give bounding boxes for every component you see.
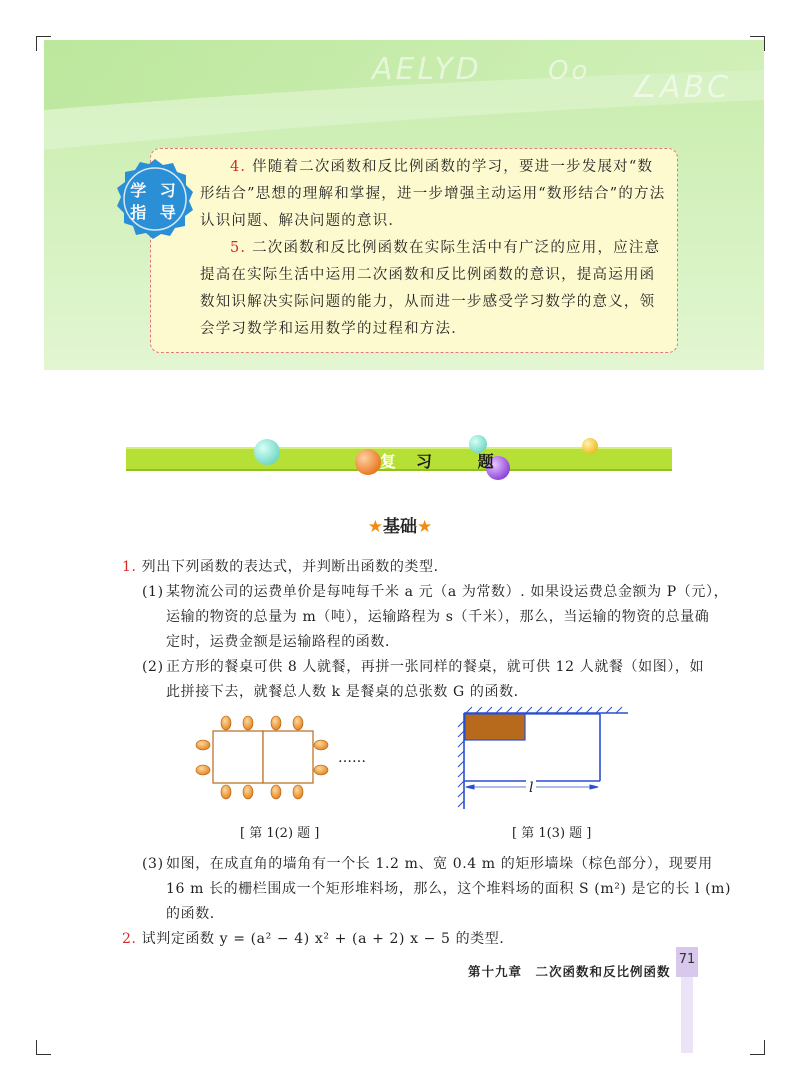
q1-part1-line1: 某物流公司的运费单价是每吨每千米 a 元（a 为常数）. 如果设运费总金额为 P（元），	[166, 584, 729, 600]
chapter-footer: 第十九章 二次函数和反比例函数	[468, 964, 671, 979]
q1-part2-line2: 此拼接下去，就餐总人数 k 是餐桌的总张数 G 的函数．	[166, 684, 529, 700]
q1-part2-line1: 正方形的餐桌可供 8 人就餐，再拼一张同样的餐桌，就可供 12 人就餐（如图），如	[166, 659, 705, 675]
wall-hatch-left	[458, 721, 464, 807]
crop-mark-bottom-right	[750, 1040, 765, 1055]
guide-item-4-number: 4.	[230, 159, 247, 175]
star-icon: ★	[367, 517, 383, 537]
q1-part3-line1: 如图，在成直角的墙角有一个长 1.2 m、宽 0.4 m 的矩形墙垛（棕色部分），现要用	[166, 856, 713, 872]
dimension-label-l: l	[526, 780, 536, 796]
question-1-number: 1.	[122, 559, 137, 575]
table-2	[263, 731, 313, 783]
star-icon: ★	[417, 517, 433, 537]
figure-dining-tables	[188, 712, 338, 804]
ellipsis-dots: ……	[338, 750, 366, 766]
header-watermark-3: ∠ABC	[630, 70, 731, 105]
caption-figure-1-2: [ 第 1(2) 题 ]	[240, 826, 320, 841]
question-1-stem	[122, 555, 448, 580]
section-heading-basic	[0, 512, 800, 537]
q1-part3-line3: 的函数．	[166, 906, 225, 922]
q1-part1-line2: 运输的物资的总量为 m（吨），运输路程为 s（千米），那么，当运输的物资的总量确	[166, 609, 710, 625]
wall-hatch-top	[466, 707, 622, 713]
caption-figure-1-3: [ 第 1(3) 题 ]	[512, 826, 592, 841]
question-2-number: 2.	[122, 931, 137, 947]
header-watermark-1: AELYD	[372, 52, 482, 87]
q1-part3-label: (3)	[142, 856, 164, 872]
guide-item-4-text: 伴随着二次函数和反比例函数的学习，要进一步发展对“数形结合”思想的理解和掌握，进一步增强主动运用“数形结合”的方法认识问题、解决问题的意识．	[200, 159, 666, 229]
section-heading-text: 基础	[383, 517, 417, 537]
banner-title-first-char: 复	[380, 452, 417, 471]
page-number: 71	[678, 952, 696, 967]
figure-wall-corner	[450, 705, 632, 813]
q1-part3-line2: 16 m 长的栅栏围成一个矩形堆料场，那么，这个堆料场的面积 S (m²) 是它的长 l (m)	[166, 881, 732, 897]
q1-part1-label: (1)	[142, 584, 164, 600]
question-2-text: 试判定函数 y = (a² − 4) x² + (a + 2) x − 5 的类型．	[141, 931, 514, 947]
study-guide-text	[200, 154, 668, 343]
guide-item-5	[200, 235, 668, 343]
table-1	[213, 731, 263, 783]
crop-mark-bottom-left	[36, 1040, 51, 1055]
page-edge-strip	[681, 977, 693, 1053]
question-1-stem-text: 列出下列函数的表达式，并判断出函数的类型．	[141, 559, 449, 575]
banner-title-rest: 习 题	[416, 452, 514, 471]
badge-label-line2: 指 导	[130, 203, 180, 222]
badge-label-line1: 学 习	[130, 181, 180, 200]
guide-item-5-number: 5.	[230, 240, 247, 256]
q1-part1-line3: 定时，运费金额是运输路程的函数．	[166, 634, 400, 650]
question-2	[122, 927, 514, 952]
guide-item-4	[200, 154, 668, 235]
arrow-left-icon	[466, 785, 474, 789]
q1-part2-label: (2)	[142, 659, 164, 675]
header-watermark-2: Oo	[548, 56, 591, 86]
arrow-right-icon	[590, 785, 598, 789]
guide-item-5-text: 二次函数和反比例函数在实际生活中有广泛的应用，应注意提高在实际生活中运用二次函数和反比例函数的意识，提高运用函数知识解决实际问题的能力，从而进一步感受学习数学的意义，领会学习数学和运用数学的过程和方法．	[200, 240, 661, 337]
brown-wall-block	[465, 714, 525, 740]
review-banner-title	[380, 449, 514, 472]
